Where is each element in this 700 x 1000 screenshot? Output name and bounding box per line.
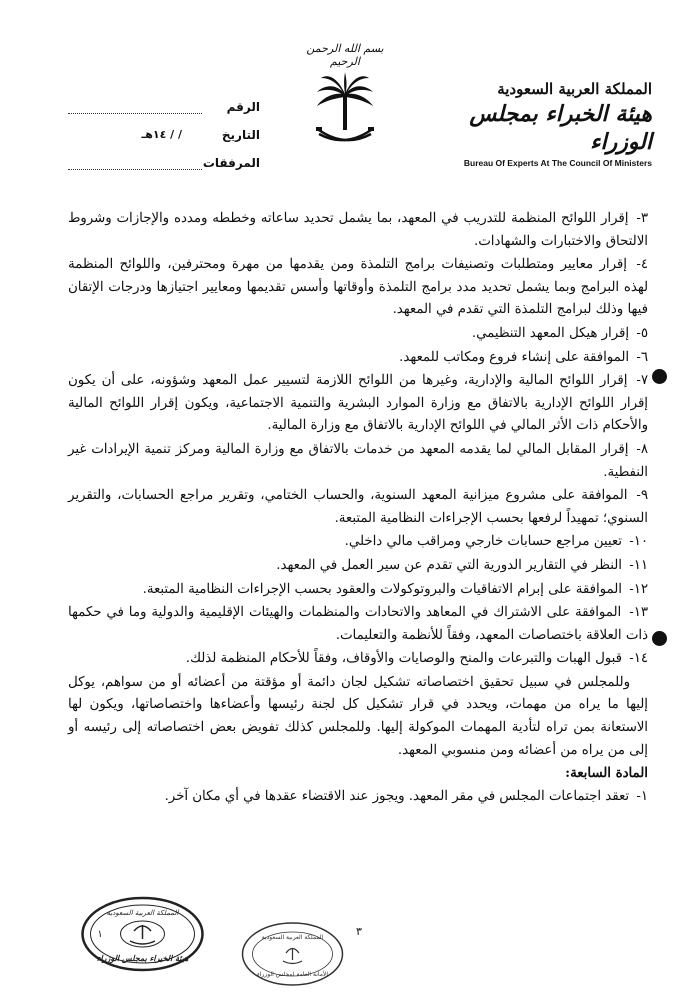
bureau-name-arabic: هيئة الخبراء بمجلس الوزراء	[469, 101, 652, 155]
date-row	[60, 114, 260, 142]
letterhead-issuer	[452, 80, 652, 168]
palm-swords-emblem-icon	[315, 72, 375, 157]
list-item: ١- تعقد اجتماعات المجلس في مقر المعهد. ويجوز عند الاقتضاء عقدها في أي مكان آخر.	[164, 788, 648, 804]
list-item: ٥- إقرار هيكل المعهد التنظيمي.	[471, 325, 648, 341]
margin-dot-icon	[652, 631, 667, 646]
attachments-value	[68, 155, 202, 170]
list-item: ٨- إقرار المقابل المالي لما يقدمه المعهد من خدمات بالاتفاق مع وزارة المالية ومركز تنمية الإيرادات غير النفطية.	[68, 441, 648, 480]
attachments-label: المرفقات	[202, 156, 260, 170]
list-item: ٣- إقرار اللوائح المنظمة للتدريب في المعهد، بما يشمل تحديد ساعاته وخططه ومدده والإجازات وشروط الالتحاق والاختبارات والشهادات.	[68, 211, 648, 249]
page-number: ٣	[356, 925, 362, 938]
attachments-row	[60, 142, 260, 170]
basmala: بسم الله الرحمن الرحيم	[306, 42, 384, 68]
list-item: ١٠- تعيين مراجع حسابات خارجي ومراقب مالي داخلي.	[344, 534, 648, 550]
seal-left-number: ١	[97, 929, 103, 940]
council-seal-stamp	[240, 920, 345, 988]
closing-paragraph: وللمجلس في سبيل تحقيق اختصاصاته تشكيل لجان دائمة أو مؤقتة من أعضائه أو من سواهم، يوكل إليها ما يراه من مهمات، ويحدد في قرار تشكيل كل لجنة رئيسها وأعضاءها واختصاصاتها، ويكون لها الاستعانة بمن تراه لتأدية المهمات الموكولة إليها. وللمجلس كذلك تفويض بعض اختصاصاته إلى رئيسه أو إلى من يراه من أعضائه ومن منسوبي المعهد.	[68, 674, 648, 758]
list-item: ٩- الموافقة على مشروع ميزانية المعهد السنوية، والحساب الختامي، وتقرير مراجع الحسابات، والتقرير السنوي؛ تمهيداً لرفعها بحسب الإجراءات النظامية المتبعة.	[68, 488, 648, 526]
bureau-seal-stamp	[80, 895, 205, 973]
document-body	[68, 208, 648, 809]
bureau-name-english: Bureau Of Experts At The Council Of Ministers	[463, 158, 652, 168]
article-heading: المادة السابعة:	[565, 766, 648, 782]
seal-left-line2: هيئة الخبراء بمجلس الوزراء	[96, 953, 189, 963]
date-value: / / ١٤هـ	[141, 128, 182, 141]
number-label: الرقم	[226, 100, 260, 114]
seal-right-line2: الأمانة العامة لمجلس الوزراء	[256, 971, 329, 978]
list-item: ١٣- الموافقة على الاشتراك في المعاهد والاتحادات والمنظمات والهيئات الإقليمية والدولية وما في حكمها ذات العلاقة باختصاصات المعهد، وفقاً للأنظمة والتعليمات.	[68, 605, 648, 643]
reference-block	[60, 86, 260, 170]
date-label: التاريخ	[221, 128, 260, 142]
kingdom-name: المملكة العربية السعودية	[497, 80, 652, 98]
number-row	[60, 86, 260, 114]
list-item: ٦- الموافقة على إنشاء فروع ومكاتب للمعهد.	[399, 349, 648, 365]
list-item: ٧- إقرار اللوائح المالية والإدارية، وغيرها من اللوائح اللازمة لتسيير عمل المعهد وشؤونه، على أن يكون إقرار اللوائح الإدارية بالاتفاق مع وزارة الموارد البشرية والتنمية الاجتماعية، ويكون إقرار اللوائح المالية والأحكام ذات الأثر المالي في اللوائح الإدارية بالاتفاق مع وزارة المالية.	[68, 373, 648, 434]
seal-left-line1: المملكة العربية السعودية	[106, 909, 179, 917]
list-item: ١٢- الموافقة على إبرام الاتفاقيات والبروتوكولات والعقود بحسب الإجراءات النظامية المتبعة.	[142, 581, 648, 597]
list-item: ١١- النظر في التقارير الدورية التي تقدم عن سير العمل في المعهد.	[276, 557, 648, 573]
list-item: ٤- إقرار معايير ومتطلبات وتصنيفات برامج التلمذة ومن يقدمها من مهرة ومحترفين، واللوائح المنظمة لهذه البرامج وبما يشمل تحديد مدد برامج التلمذة وأوقاتها وأسس تقديمها ومعايير اجتيازها ودرجات الإتقان فيها وذلك لبرامج التلمذة التي تقدم في المعهد.	[68, 257, 649, 318]
margin-dot-icon	[652, 369, 667, 384]
list-item: ١٤- قبول الهبات والتبرعات والمنح والوصايات والأوقاف، وفقاً للأحكام المنظمة لذلك.	[185, 651, 648, 667]
number-value	[68, 99, 202, 114]
seal-right-line1: المملكة العربية السعودية	[261, 934, 324, 941]
